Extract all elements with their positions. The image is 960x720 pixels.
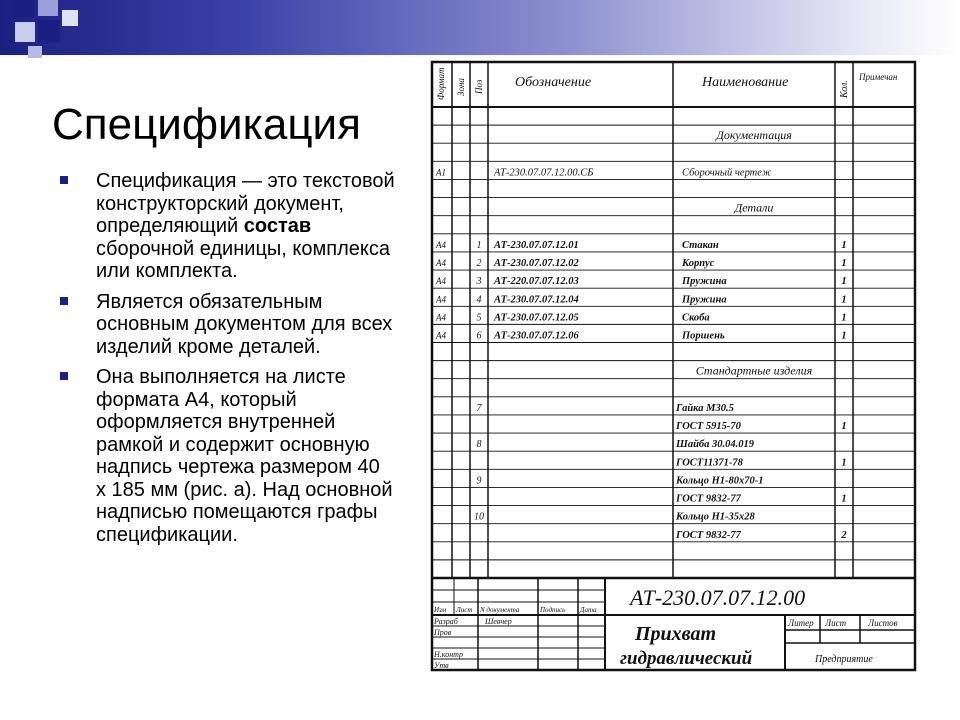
cell-name-section: Стандартные изделия <box>695 363 813 378</box>
title-block-razrab-name: Шевчер <box>485 617 512 626</box>
cell-name: ГОСТ 9832-77 <box>676 493 741 505</box>
cell-designation: АТ-230.07.07.12.05 <box>494 312 579 324</box>
cell-name: Стакан <box>682 239 719 251</box>
title-block-list: Лист <box>825 618 847 628</box>
decor-square <box>12 0 34 18</box>
title-block-name-line2: гидравлический <box>620 648 753 669</box>
header-gradient-bar <box>0 0 960 55</box>
title-block-name-line1: Прихват <box>635 623 717 645</box>
title-block-litera: Литер <box>788 618 814 628</box>
bullet-text: сборочной единицы, комплекса или комплекта. <box>96 237 390 282</box>
cell-format: А4 <box>436 276 446 287</box>
cell-pos: 4 <box>476 294 482 306</box>
cell-pos: 9 <box>476 475 482 487</box>
cell-name: Гайка М30.5 <box>676 402 734 414</box>
cell-name: ГОСТ 5915-70 <box>676 421 741 433</box>
title-block-col-date: Дата <box>580 606 597 614</box>
cell-name: Сборочный чертеж <box>682 167 772 179</box>
bullet-marker-icon <box>60 297 68 305</box>
cell-format: А1 <box>436 167 446 178</box>
cell-name: Пружина <box>682 294 727 306</box>
cell-designation: АТ-230.07.07.12.06 <box>494 330 579 342</box>
cell-qty: 1 <box>841 330 847 342</box>
cell-designation: АТ-220.07.07.12.03 <box>494 276 579 288</box>
cell-pos: 2 <box>476 258 482 270</box>
cell-pos: 5 <box>476 312 482 324</box>
cell-name: ГОСТ 9832-77 <box>676 529 741 541</box>
cell-name-section: Детали <box>734 200 774 215</box>
cell-format: А4 <box>436 239 446 250</box>
cell-qty: 1 <box>841 258 847 270</box>
cell-pos: 8 <box>476 439 482 451</box>
cell-name: Кольцо Н1-35х28 <box>676 511 755 523</box>
cell-name: Корпус <box>682 258 715 270</box>
header-zone: Зона <box>456 78 466 96</box>
title-block-row-razrab: Разраб <box>434 617 458 626</box>
title-block-col-izm: Изм <box>434 606 447 614</box>
cell-name-section: Документация <box>716 128 792 143</box>
title-block-row-nkontr: Н.контр <box>434 650 463 659</box>
cell-format: А4 <box>436 294 446 305</box>
cell-name: Шайба 30.04.019 <box>676 439 755 451</box>
specification-drawing <box>430 60 917 673</box>
header-name: Наименование <box>702 75 789 90</box>
bullet-item <box>60 291 395 359</box>
decor-square <box>28 46 42 58</box>
cell-name: Скоба <box>682 312 710 324</box>
bullet-text: Спецификация — это текстовой конструкторский документ, определяющий <box>96 170 395 237</box>
cell-designation: АТ-230.07.07.12.04 <box>494 294 579 306</box>
bullet-text: Она выполняется на листе формата А4, который оформляется внутренней рамкой и содержит основную надпись чертежа размером 40 х 185 мм (рис. а). Над основной надписью помещаются графы спецификации. <box>96 366 393 546</box>
title-block-col-list: Лист <box>456 606 473 614</box>
cell-pos: 7 <box>476 402 482 414</box>
spec-rows <box>435 128 847 541</box>
cell-format: А4 <box>436 312 446 323</box>
slide-title: Спецификация <box>52 100 361 149</box>
cell-qty: 1 <box>841 294 847 306</box>
cell-qty: 2 <box>841 529 847 541</box>
header-designation: Обозначение <box>515 75 592 90</box>
cell-name: Кольцо Н1-80х70-1 <box>676 475 764 487</box>
decor-square <box>15 22 35 42</box>
cell-qty: 1 <box>841 239 847 251</box>
header-pos: Поз <box>474 79 484 94</box>
cell-pos: 10 <box>474 511 484 523</box>
cell-designation: АТ-230.07.07.12.01 <box>494 239 579 251</box>
cell-pos: 1 <box>476 239 482 251</box>
cell-format: А4 <box>436 258 446 269</box>
header-note: Примечан <box>859 72 898 82</box>
decor-square <box>38 0 58 16</box>
cell-qty: 1 <box>841 457 847 469</box>
title-block-row-utv: Утв <box>434 661 449 670</box>
cell-name: Пружина <box>682 276 727 288</box>
cell-qty: 1 <box>841 312 847 324</box>
cell-format: А4 <box>436 330 446 341</box>
title-block-code: АТ-230.07.07.12.00 <box>630 585 806 610</box>
bullet-marker-icon <box>60 372 68 380</box>
cell-qty: 1 <box>841 276 847 288</box>
cell-qty: 1 <box>841 493 847 505</box>
cell-pos: 6 <box>476 330 482 342</box>
header-format: Формат <box>436 67 446 100</box>
decor-square <box>38 20 60 42</box>
cell-pos: 3 <box>476 276 482 288</box>
decor-square <box>62 10 78 26</box>
bullet-item <box>60 366 395 546</box>
title-block-listov: Листов <box>868 618 898 628</box>
header-qty: Кол. <box>839 80 850 98</box>
bullet-item <box>60 170 395 283</box>
title-block-col-sign: Подпись <box>540 606 566 614</box>
bullet-text: Является обязательным основным документом для всех изделий кроме деталей. <box>96 290 393 358</box>
title-block-col-doc: N документа <box>480 606 520 614</box>
cell-qty: 1 <box>841 421 847 433</box>
cell-designation: АТ-230.07.07.12.00.СБ <box>494 167 594 179</box>
cell-name: ГОСТ11371-78 <box>676 457 743 469</box>
title-block-org: Предприятие <box>815 654 873 665</box>
cell-name: Поршень <box>682 330 725 342</box>
cell-designation: АТ-230.07.07.12.02 <box>494 258 579 270</box>
bullet-list <box>60 170 395 554</box>
bullet-bold-text: состав <box>243 215 312 237</box>
bullet-marker-icon <box>60 176 68 184</box>
title-block-row-prov: Пров <box>434 628 452 637</box>
